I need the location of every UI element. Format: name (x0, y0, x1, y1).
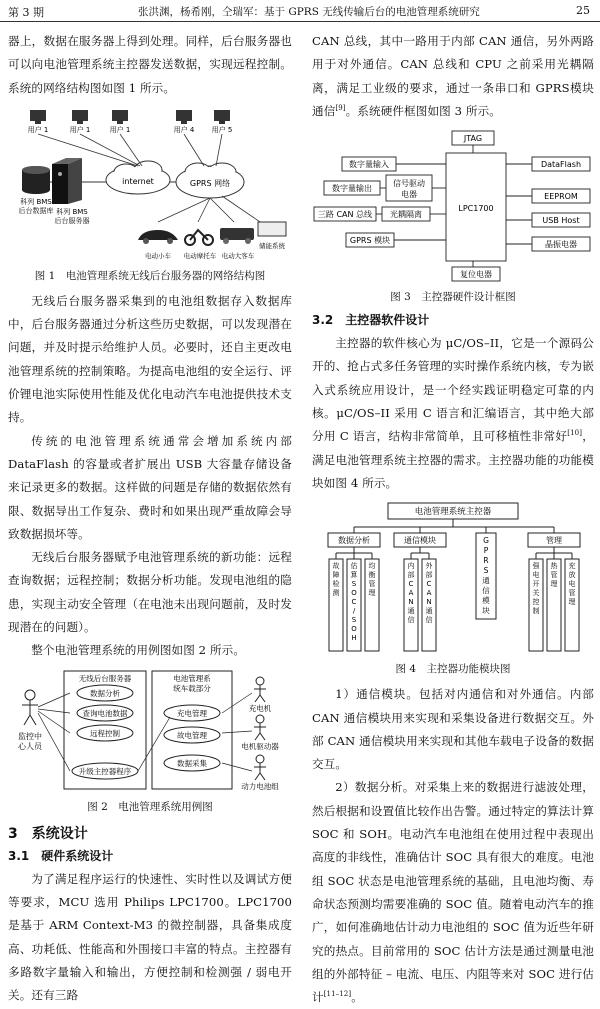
submodule-label-char: S (351, 580, 357, 589)
submodule-label-char: 信 (425, 616, 433, 625)
use-case-label: 故电管理 (177, 730, 207, 740)
submodule-label-char: 理 (368, 589, 376, 598)
submodule-label-char: 检 (332, 580, 340, 589)
svg-text:电池管理系: 电池管理系 (173, 673, 211, 683)
submodule-label-char: C (426, 580, 432, 589)
submodule-label-char: 部 (425, 571, 433, 580)
submodule-label-char: 管 (568, 589, 576, 598)
user-label: 用户 4 (173, 125, 195, 134)
submodule-label-char: 电 (568, 580, 576, 589)
submodule-label-char: A (426, 589, 432, 598)
svg-text:internet: internet (122, 176, 154, 186)
figure-1 (8, 104, 292, 284)
storage-system-icon (258, 222, 286, 236)
figure-2-caption: 图 2 电池管理系统用例图 (87, 800, 213, 813)
paragraph: 传统的电池管理系统通常会增加系统内部 DataFlash 的容量或者扩展出 USB 大容量存储设备来记录更多的数据。这样做的问题是存储的数据依然有限、数据导出工作复杂、费时和如果出现严重故障会导致数据损坏等。 (8, 433, 292, 541)
svg-text:DataFlash: DataFlash (540, 160, 582, 170)
paragraph: 无线后台服务器赋予电池管理系统的新功能：远程查询数据；远程控制；数据分析功能。发现电池组的隐患，实现主动安全管理（在电池未出现问题前，及时发现潜在的问题）。 (8, 550, 292, 635)
svg-text:JTAG: JTAG (463, 134, 483, 144)
svg-text:复位电器: 复位电器 (460, 270, 492, 280)
submodule-label-char: O (351, 589, 357, 598)
svg-text:电动摩托车: 电动摩托车 (183, 251, 217, 260)
use-case-label: 数据采集 (177, 758, 207, 768)
svg-text:监控中: 监控中 (18, 731, 42, 741)
actor-icon (254, 677, 266, 702)
module-label-char: 信 (482, 586, 490, 596)
paragraph: 器上，数据在服务器上得到处理。同样，后台服务器也可以向电池管理系统主控器发送数据，实现远程控制。系统的网络结构图如图 1 所示。 (8, 34, 292, 95)
submodule-label-char: N (408, 598, 414, 607)
computer-icon (72, 110, 88, 124)
svg-text:信号驱动: 信号驱动 (393, 179, 425, 189)
running-title: 张洪渊，杨希刚，仝瑞军：基于 GPRS 无线传输后台的电池管理系统研究 (138, 6, 480, 18)
submodule-label-char: 衡 (368, 571, 376, 580)
module-label: 数据分析 (338, 536, 370, 546)
submodule-label-char: 充 (568, 562, 576, 571)
svg-text:心人员: 心人员 (18, 741, 42, 751)
submodule-label-char: S (351, 616, 357, 625)
submodule-label-char: C (408, 580, 414, 589)
svg-text:科列 BMS: 科列 BMS (56, 207, 88, 216)
submodule-label-char: 电 (532, 571, 540, 580)
left-column (8, 30, 292, 1007)
bms-db-label: 科列 BMS (20, 197, 52, 206)
use-case-diagram (8, 667, 292, 797)
user-label: 用户 1 (27, 125, 49, 134)
svg-text:EEPROM: EEPROM (544, 192, 578, 202)
actor-label: 电机驱动器 (241, 741, 279, 751)
submodule-label-char: 强 (532, 562, 540, 571)
module-label-char: G (483, 536, 489, 546)
use-case-label: 查询电池数据 (82, 708, 128, 718)
electric-motorcycle-icon (185, 230, 213, 245)
svg-text:后台服务器: 后台服务器 (54, 216, 90, 225)
function-module-diagram (312, 499, 594, 659)
electric-car-icon (138, 230, 178, 244)
paragraph: 主控器的软件核心为 μC/OS–II，它是一个源码公开的、抢占式多任务管理的实时操作系统内核，专为嵌入式系统应用设计，是一个经实践证明稳定可靠的内核。μC/OS–II 采用 C 语言和汇编语言，其中绝大部分用 C 语言，结构非常简单，且可移植性非常好[10]，满足电池管理系统主控器的需求。主控器功能的功能模块如图 4 所示。 (312, 336, 594, 490)
svg-text:三路 CAN 总线: 三路 CAN 总线 (317, 210, 373, 220)
submodule-label-char: 故 (332, 562, 340, 571)
user-label: 用户 1 (109, 125, 131, 134)
subsection-heading: 3.2 主控器软件设计 (312, 313, 430, 328)
svg-text:后台数据库: 后台数据库 (18, 206, 54, 215)
submodule-label-char: 测 (332, 589, 340, 598)
submodule-label-char: 部 (407, 571, 415, 580)
actor-icon (254, 715, 266, 740)
svg-text:晶振电器: 晶振电器 (545, 240, 577, 250)
submodule-label-char: 理 (568, 598, 576, 607)
paragraph: 无线后台服务器采集到的电池组数据存入数据库中，后台服务器通过分析这些历史数据，可以发现潜在问题，并及时提示给维护人员。必要时，还自主更改电池管理系统的控制策略。为提高电池组的安全运行、评价锂电池实际使用性能及优化电动汽车电池提供技术支持。 (8, 293, 292, 425)
submodule-label-char: C (351, 598, 357, 607)
paragraph: 2）数据分析。对采集上来的数据进行滤波处理，然后根据和设置值比较作出告警。通过特定的算法计算 SOC 和 SOH。电动汽车电池组在使用过程中表现出高度的非线性，准确估计 SOC 具有很大的难度。电池组 SOC 状态是电池管理系统的基础，且电池均衡、寿命状态预测均需要准确的 SOC 值。随着电动汽车的推广，如何准确地估计动力电池组的 SOC 值为近些年研究的热点。目前常用的 SOC 估计方法是通过测量电池组的外部特征 – 电流、电压、内阻等来对 SOC 进行估计[11–12]。 (312, 780, 594, 1005)
submodule-label-char: 制 (532, 607, 540, 616)
submodule-label-char: 内 (407, 562, 415, 571)
user-label: 用户 5 (211, 125, 233, 134)
submodule-label-char: A (408, 589, 414, 598)
submodule-label-char: 外 (425, 562, 433, 571)
network-diagram (8, 104, 292, 266)
svg-text:USB Host: USB Host (542, 216, 580, 226)
figure-2 (8, 667, 292, 815)
module-label-char: 块 (482, 606, 490, 616)
paragraph: 1）通信模块。包括对内通信和对外通信。内部 CAN 通信模块用来实现和采集设备进行数据交互。外部 CAN 通信模块用来实现和其他车载电子设备的数据交互。 (312, 687, 594, 772)
svg-text:GPRS 网络: GPRS 网络 (189, 178, 231, 188)
submodule-label-char: 估 (350, 562, 358, 571)
running-header (0, 0, 600, 22)
actor-label: 充电机 (248, 703, 272, 713)
module-label-char: P (483, 546, 489, 556)
submodule-label-char: 通 (425, 607, 433, 616)
submodule-label-char: 障 (332, 571, 340, 580)
paragraph: 为了满足程序运行的快速性、实时性以及调试方便等要求，MCU 选用 Philips LPC1700。LPC1700 是基于 ARM Context-M3 的微控制器，具备集成度高、功耗低、性能高和外围接口丰富的特点。主控器有多路数字量输入和输出，方便控制和检测强 / 弱电开关。还有三路 (8, 871, 292, 1003)
submodule-label-char: 理 (550, 580, 558, 589)
figure-3 (312, 127, 594, 305)
module-label-char: 通 (482, 576, 490, 586)
computer-icon (30, 110, 46, 124)
submodule-label-char: 关 (532, 589, 540, 598)
svg-text:电器: 电器 (401, 190, 417, 200)
module-label-char: 模 (482, 596, 490, 606)
use-case-label: 充电管理 (177, 708, 207, 718)
use-case-label: 数据分析 (90, 688, 120, 698)
computer-icon (176, 110, 192, 124)
svg-text:电动大客车: 电动大客车 (221, 251, 255, 260)
user-label: 用户 1 (69, 125, 91, 134)
submodule-label-char: N (426, 598, 432, 607)
hardware-block-diagram (312, 127, 594, 287)
svg-text:统车载部分: 统车载部分 (173, 683, 211, 693)
submodule-label-char: / (352, 607, 356, 616)
subsection-heading: 3.1 硬件系统设计 (8, 848, 114, 863)
submodule-label-char: 均 (368, 562, 376, 571)
module-label-char: R (483, 556, 489, 566)
actor-icon (254, 755, 266, 780)
submodule-label-char: H (351, 634, 357, 643)
module-label: 通信模块 (404, 536, 436, 546)
submodule-label-char: 管 (368, 580, 376, 589)
section-heading: 3 系统设计 (8, 825, 88, 842)
root-module-label: 电池管理系统主控器 (414, 507, 492, 518)
submodule-label-char: O (351, 625, 357, 634)
submodule-label-char: 管 (550, 571, 558, 580)
svg-text:光耦隔离: 光耦隔离 (390, 210, 422, 220)
issue-number: 第 3 期 (8, 6, 44, 19)
svg-text:数字量输出: 数字量输出 (332, 184, 372, 194)
submodule-label-char: 放 (568, 571, 576, 580)
submodule-label-char: 开 (532, 580, 540, 589)
svg-text:储能系统: 储能系统 (259, 241, 285, 250)
module-label: 管理 (546, 536, 562, 546)
svg-text:无线后台服务器: 无线后台服务器 (78, 673, 132, 683)
electric-bus-icon (220, 228, 254, 244)
use-case-label: 升级主控器程序 (78, 766, 132, 776)
paragraph: 整个电池管理系统的用例图如图 2 所示。 (31, 643, 246, 658)
svg-text:LPC1700: LPC1700 (458, 204, 494, 214)
figure-1-caption: 图 1 电池管理系统无线后台服务器的网络结构图 (34, 269, 266, 282)
svg-text:GPRS 模块: GPRS 模块 (349, 236, 391, 246)
computer-icon (214, 110, 230, 124)
submodule-label-char: 信 (407, 616, 415, 625)
submodule-label-char: 控 (532, 598, 540, 607)
actor-icon (22, 690, 38, 725)
module-label-char: S (483, 566, 489, 576)
database-icon (22, 166, 50, 194)
right-column (312, 30, 594, 1009)
submodule-label-char: 通 (407, 607, 415, 616)
submodule-label-char: 算 (350, 571, 358, 580)
svg-text:电动小车: 电动小车 (145, 251, 171, 260)
submodule-label-char: 热 (550, 562, 558, 571)
actor-label: 动力电池组 (241, 781, 279, 791)
use-case-label: 远程控制 (90, 728, 120, 738)
computer-icon (112, 110, 128, 124)
server-icon (52, 158, 82, 204)
figure-3-caption: 图 3 主控器硬件设计框图 (390, 291, 516, 304)
page-number: 25 (576, 4, 590, 17)
svg-text:数字量输入: 数字量输入 (349, 160, 389, 170)
figure-4-caption: 图 4 主控器功能模块图 (395, 663, 511, 676)
paragraph: CAN 总线，其中一路用于内部 CAN 通信，另外两路用于对外通信。CAN 总线和 CPU 之前采用光耦隔离，满足工业级的要求，通过一条串口和 GPRS模块通信[9]。系统硬件框图如图 3 所示。 (312, 34, 594, 118)
figure-4 (312, 499, 594, 677)
